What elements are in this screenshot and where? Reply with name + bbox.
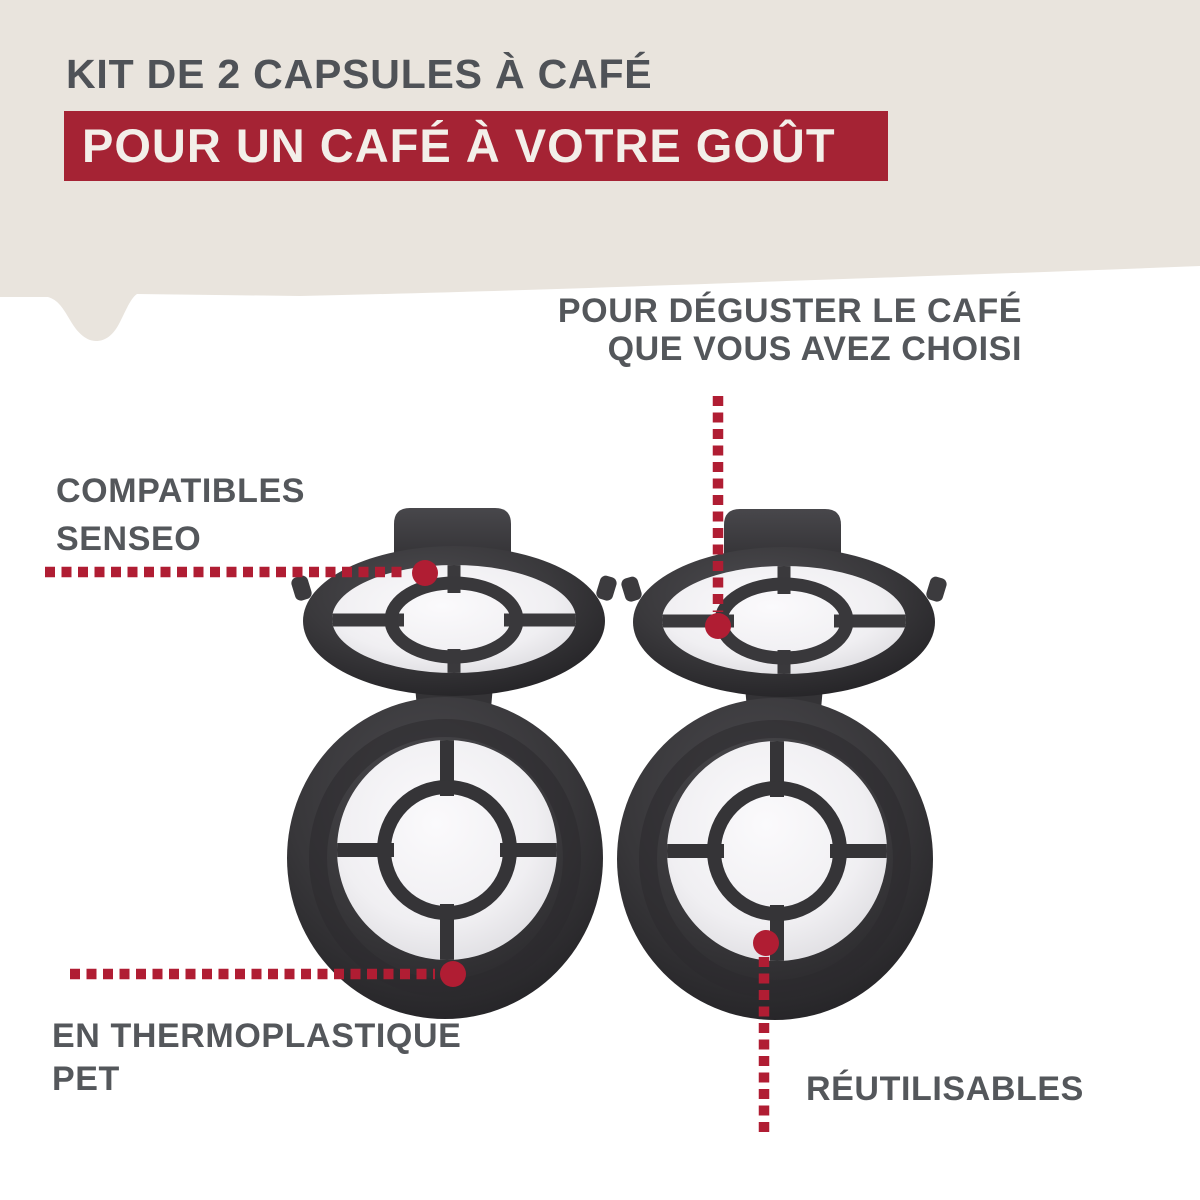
callout-label-compatibility-line2: SENSEO [56, 520, 202, 558]
callout-label-material-line1: EN THERMOPLASTIQUE [52, 1017, 462, 1055]
callout-label-material-line2: PET [52, 1060, 120, 1098]
callout-label-taste [558, 292, 1022, 368]
callout-dot-compatibility [412, 560, 438, 586]
callout-dot-reusable [753, 930, 779, 956]
callout-label-compatibility [56, 467, 305, 563]
title-banner-text: POUR UN CAFÉ À VOTRE GOÛT [82, 119, 836, 172]
callout-label-compatibility-line1: COMPATIBLES [56, 472, 305, 510]
capsule-right-photo [617, 509, 948, 1020]
capsule-left-photo [287, 508, 618, 1019]
title-banner [64, 111, 888, 181]
callout-dot-material [440, 961, 466, 987]
page-title: KIT DE 2 CAPSULES À CAFÉ [66, 51, 653, 97]
callout-label-reusable [806, 1069, 1084, 1109]
callout-label-taste-line1: POUR DÉGUSTER LE CAFÉ [557, 292, 1022, 330]
callout-label-reusable-line1: RÉUTILISABLES [806, 1070, 1084, 1108]
callout-label-material [52, 1015, 461, 1101]
callout-dot-taste [705, 613, 731, 639]
callout-label-taste-line2: QUE VOUS AVEZ CHOISI [607, 330, 1022, 368]
